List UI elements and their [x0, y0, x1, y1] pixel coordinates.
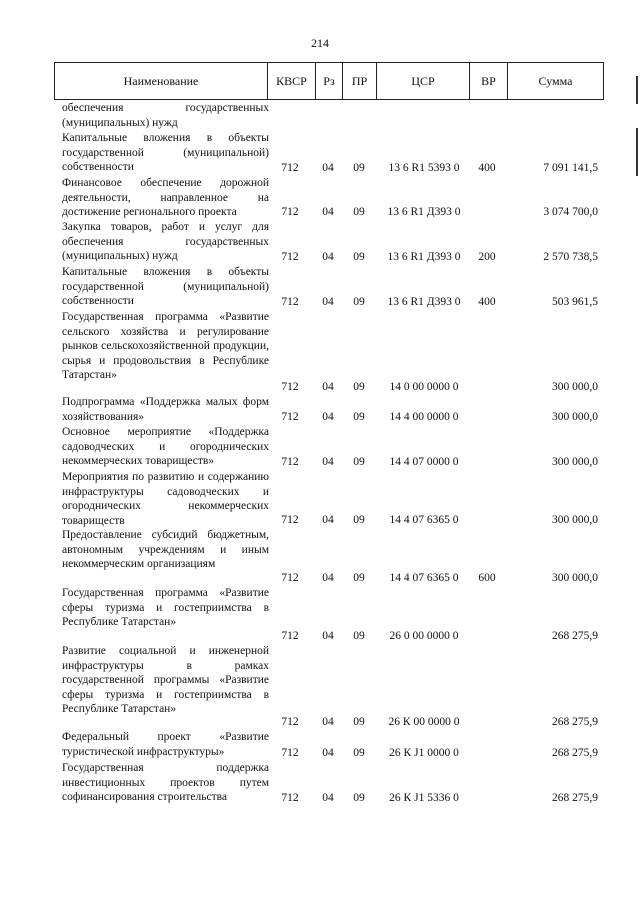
- row-sum: 503 961,5: [552, 296, 598, 309]
- row-sum: 300 000,0: [552, 381, 598, 394]
- row-rz: 04: [322, 572, 334, 585]
- row-csr: 13 6 R1 Д393 0: [387, 206, 461, 219]
- scan-edge-mark: [636, 76, 638, 104]
- row-rz: 04: [322, 251, 334, 264]
- row-name: Капитальные вложения в объекты государственной (муниципальной) собственности: [62, 132, 269, 174]
- row-vr: 200: [478, 251, 496, 264]
- header-sum: Сумма: [538, 74, 573, 88]
- row-kvsr: 712: [281, 456, 299, 469]
- page-number: 214: [311, 36, 329, 50]
- row-kvsr: 712: [281, 792, 299, 805]
- row-pr: 09: [353, 572, 365, 585]
- row-pr: 09: [353, 206, 365, 219]
- header-name: Наименование: [55, 63, 268, 99]
- row-csr: 13 6 R1 Д393 0: [387, 296, 461, 309]
- table-row: [54, 528, 604, 586]
- row-rz: 04: [322, 381, 334, 394]
- row-sum: 300 000,0: [552, 456, 598, 469]
- row-csr: 26 К J1 0000 0: [389, 747, 459, 760]
- row-csr: 14 0 00 0000 0: [389, 381, 459, 394]
- row-rz: 04: [322, 514, 334, 527]
- row-csr: 14 4 00 0000 0: [389, 411, 459, 424]
- table-row: [54, 470, 604, 528]
- row-csr: 26 К J1 5336 0: [389, 792, 459, 805]
- row-name: Основное мероприятие «Поддержка садоводческих и огороднических некоммерческих товариществ»: [62, 426, 269, 468]
- header-csr: ЦСР: [377, 63, 470, 99]
- row-vr: 600: [478, 572, 496, 585]
- table-row: [54, 131, 604, 176]
- table-row: [54, 761, 604, 806]
- row-sum: 300 000,0: [552, 572, 598, 585]
- row-name: Предоставление субсидий бюджетным, автономным учреждениям и иным некоммерческим организациям: [62, 529, 269, 571]
- row-kvsr: 712: [281, 514, 299, 527]
- table-row: [54, 101, 604, 131]
- row-pr: 09: [353, 747, 365, 760]
- row-sum: 2 570 738,5: [543, 251, 598, 264]
- row-kvsr: 712: [281, 381, 299, 394]
- table-row: [54, 220, 604, 265]
- row-pr: 09: [353, 630, 365, 643]
- row-csr: 26 0 00 0000 0: [389, 630, 459, 643]
- row-sum: 268 275,9: [552, 792, 598, 805]
- table-row: [54, 310, 604, 395]
- header-kvsr: КВСР: [268, 63, 316, 99]
- row-kvsr: 712: [281, 251, 299, 264]
- row-kvsr: 712: [281, 747, 299, 760]
- row-pr: 09: [353, 251, 365, 264]
- table-row: [54, 176, 604, 220]
- row-pr: 09: [353, 381, 365, 394]
- row-pr: 09: [353, 411, 365, 424]
- row-rz: 04: [322, 456, 334, 469]
- row-pr: 09: [353, 296, 365, 309]
- row-csr: 14 4 07 0000 0: [389, 456, 459, 469]
- table-row: [54, 730, 604, 761]
- row-name: обеспечения государственных (муниципальных) нужд: [62, 102, 269, 129]
- row-rz: 04: [322, 792, 334, 805]
- table-row: [54, 586, 604, 644]
- row-name: Государственная программа «Развитие сферы туризма и гостеприимства в Республике Татарстан»: [62, 587, 269, 629]
- row-kvsr: 712: [281, 162, 299, 175]
- row-rz: 04: [322, 296, 334, 309]
- table-header: [54, 62, 604, 100]
- row-pr: 09: [353, 514, 365, 527]
- row-pr: 09: [353, 162, 365, 175]
- row-name: Мероприятия по развитию и содержанию инфраструктуры садоводческих и огороднических некоммерческих товариществ: [62, 471, 269, 527]
- row-rz: 04: [322, 411, 334, 424]
- row-kvsr: 712: [281, 572, 299, 585]
- row-sum: 268 275,9: [552, 747, 598, 760]
- row-csr: 13 6 R1 Д393 0: [387, 251, 461, 264]
- row-rz: 04: [322, 747, 334, 760]
- row-kvsr: 712: [281, 206, 299, 219]
- row-vr: 400: [478, 296, 496, 309]
- row-pr: 09: [353, 716, 365, 729]
- row-name: Подпрограмма «Поддержка малых форм хозяйствования»: [62, 396, 269, 423]
- row-csr: 14 4 07 6365 0: [389, 572, 459, 585]
- row-rz: 04: [322, 206, 334, 219]
- row-name: Финансовое обеспечение дорожной деятельности, направленное на достижение региональн​ого проекта: [62, 177, 269, 219]
- table-row: [54, 644, 604, 730]
- row-csr: 14 4 07 6365 0: [389, 514, 459, 527]
- row-pr: 09: [353, 792, 365, 805]
- row-sum: 268 275,9: [552, 716, 598, 729]
- table-row: [54, 395, 604, 425]
- row-rz: 04: [322, 162, 334, 175]
- row-name: Закупка товаров, работ и услуг для обеспечения государственных (муниципальных) нужд: [62, 221, 269, 263]
- table-row: [54, 265, 604, 310]
- row-csr: 13 6 R1 5393 0: [388, 162, 460, 175]
- header-rz: Рз: [316, 63, 343, 99]
- row-vr: 400: [478, 162, 496, 175]
- row-rz: 04: [322, 716, 334, 729]
- row-name: Капитальные вложения в объекты государственной (муниципальной) собственности: [62, 266, 269, 308]
- row-sum: 3 074 700,0: [543, 206, 598, 219]
- scan-edge-mark: [636, 128, 638, 176]
- row-name: Развитие социальной и инженерной инфраструктуры в рамках государственной программы «Развитие сферы туризма и гостеприимства в Республике Татарстан»: [62, 645, 269, 716]
- row-kvsr: 712: [281, 411, 299, 424]
- row-sum: 300 000,0: [552, 514, 598, 527]
- row-name: Федеральный проект «Развитие туристической инфраструктуры»: [62, 731, 269, 758]
- table-row: [54, 425, 604, 470]
- row-name: Государственная программа «Развитие сельского хозяйства и регулирование рынков сельскохозяйственной продукции, сырья и продовольствия в Республике Татарстан»: [62, 311, 269, 382]
- row-sum: 7 091 141,5: [543, 162, 598, 175]
- header-pr: ПР: [343, 63, 377, 99]
- row-kvsr: 712: [281, 296, 299, 309]
- row-csr: 26 К 00 0000 0: [388, 716, 460, 729]
- row-kvsr: 712: [281, 630, 299, 643]
- row-sum: 300 000,0: [552, 411, 598, 424]
- row-rz: 04: [322, 630, 334, 643]
- row-kvsr: 712: [281, 716, 299, 729]
- row-pr: 09: [353, 456, 365, 469]
- row-sum: 268 275,9: [552, 630, 598, 643]
- header-vr: ВР: [470, 63, 508, 99]
- row-name: Государственная поддержка инвестиционных проектов путем софинансирования строительства: [62, 762, 269, 804]
